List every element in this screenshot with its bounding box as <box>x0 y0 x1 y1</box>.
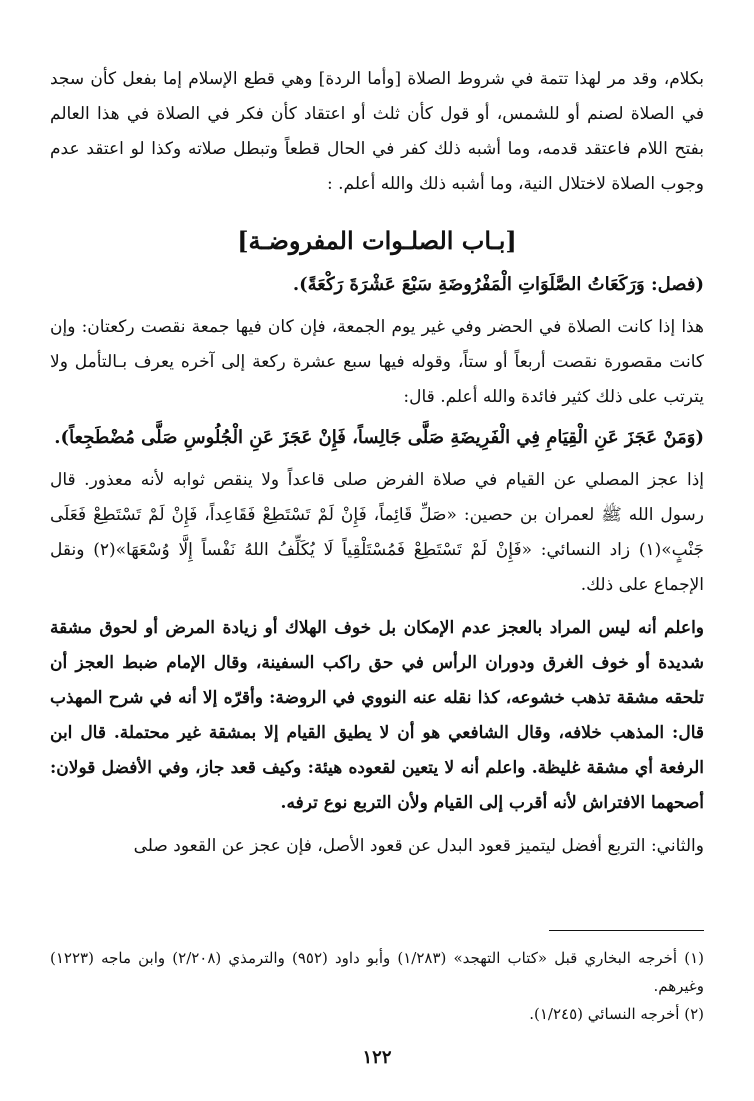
paragraph-commentary-1: هذا إذا كانت الصلاة في الحضر وفي غير يوم الجمعة، فإن كان فيها جمعة نقصت ركعتان: وإن كانت مقصورة نقصت أربعاً أو ستاً، وقوله فيها سبع عشرة ركعة إلى آخره يعرف بـالتأمل ولا يترتب على ذلك كثير فائدة والله أعلم. قال: <box>50 317 704 407</box>
chapter-title: [بـاب الصلـوات المفروضـة] <box>237 226 517 255</box>
paragraph-commentary-2: إذا عجز المصلي عن القيام في صلاة الفرض صلى قاعداً ولا ينقص ثوابه لأنه معذور. قال رسول الله ﷺ لعمران بن حصين: «صَلِّ قَائِماً، فَإِنْ لَمْ تَسْتَطِعْ فَقَاعِداً، فَإِنْ لَمْ تَسْتَطِعْ فَعَلَى جَنْبٍ»(١) زاد النسائي: «فَإِنْ لَمْ تَسْتَطِعْ فَمُسْتَلْقِياً لَا يُكَلِّفُ اللهُ نَفْساً إِلَّا وُسْعَهَا»(٢) ونقل الإجماع على ذلك. <box>50 470 705 595</box>
paragraph-commentary-3: واعلم أنه ليس المراد بالعجز عدم الإمكان بل خوف الهلاك أو زيادة المرض أو لحوق مشقة شديدة أو خوف الغرق ودوران الرأس في حق راكب السفينة، وقال الإمام ضبط العجز أن تلحقه مشقة تذهب خشوعه، كذا نقله عنه النووي في الروضة: وأقرّه إلا أنه في شرح المهذب قال: المذهب خلافه، وقال الشافعي هو أن لا يطيق القيام إلا بمشقة غير محتملة. قال ابن الرفعة أي مشقة غليظة. واعلم أنه لا يتعين لقعوده هيئة: وكيف قعد جاز، وفي الأفضل قولان: أصحهما الافتراش لأنه أقرب إلى القيام ولأن التربع نوع ترفه. <box>50 618 704 813</box>
matn-text-1: (فصل: وَرَكَعَاتُ الصَّلَوَاتِ الْمَفْرُوضَةِ سَبْعَ عَشْرَةَ رَكْعَةً). <box>292 274 704 295</box>
footnote-1: (١) أخرجه البخاري قبل «كتاب التهجد» (١/٢٨٣) وأبو داود (٩٥٢) والترمذي (٢/٢٠٨) وابن ماجه (١٢٢٣) وغيرهم. <box>50 949 704 995</box>
footnotes <box>50 944 704 1028</box>
paragraph-intro: بكلام، وقد مر لهذا تتمة في شروط الصلاة [وأما الردة] وهي قطع الإسلام إما بفعل كأن سجد في الصلاة لصنم أو للشمس، أو قول كأن ثلث أو اعتقاد كأن فكر في الصلاة في هذا العالم بفتح اللام فاعتقد قدمه، وما أشبه ذلك كفر في الحال قطعاً وتبطل صلاته وكذا لو اعتقد عدم وجوب الصلاة لاختلال النية، وما أشبه ذلك والله أعلم. : <box>50 69 704 194</box>
page-number: ١٢٢ <box>362 1047 392 1068</box>
footnote-separator <box>549 930 704 931</box>
matn-text-2: (وَمَنْ عَجَزَ عَنِ الْقِيَامِ فِي الْفَرِيضَةِ صَلَّى جَالِساً، فَإِنْ عَجَزَ عَنِ الْجُلُوسِ صَلَّى مُضْطَجِعاً). <box>54 427 704 448</box>
paragraph-commentary-4: والثاني: التربع أفضل ليتميز قعود البدل عن قعود الأصل، فإن عجز عن القعود صلى <box>133 836 704 856</box>
footnote-2: (٢) أخرجه النسائي (١/٢٤٥). <box>529 1005 704 1023</box>
